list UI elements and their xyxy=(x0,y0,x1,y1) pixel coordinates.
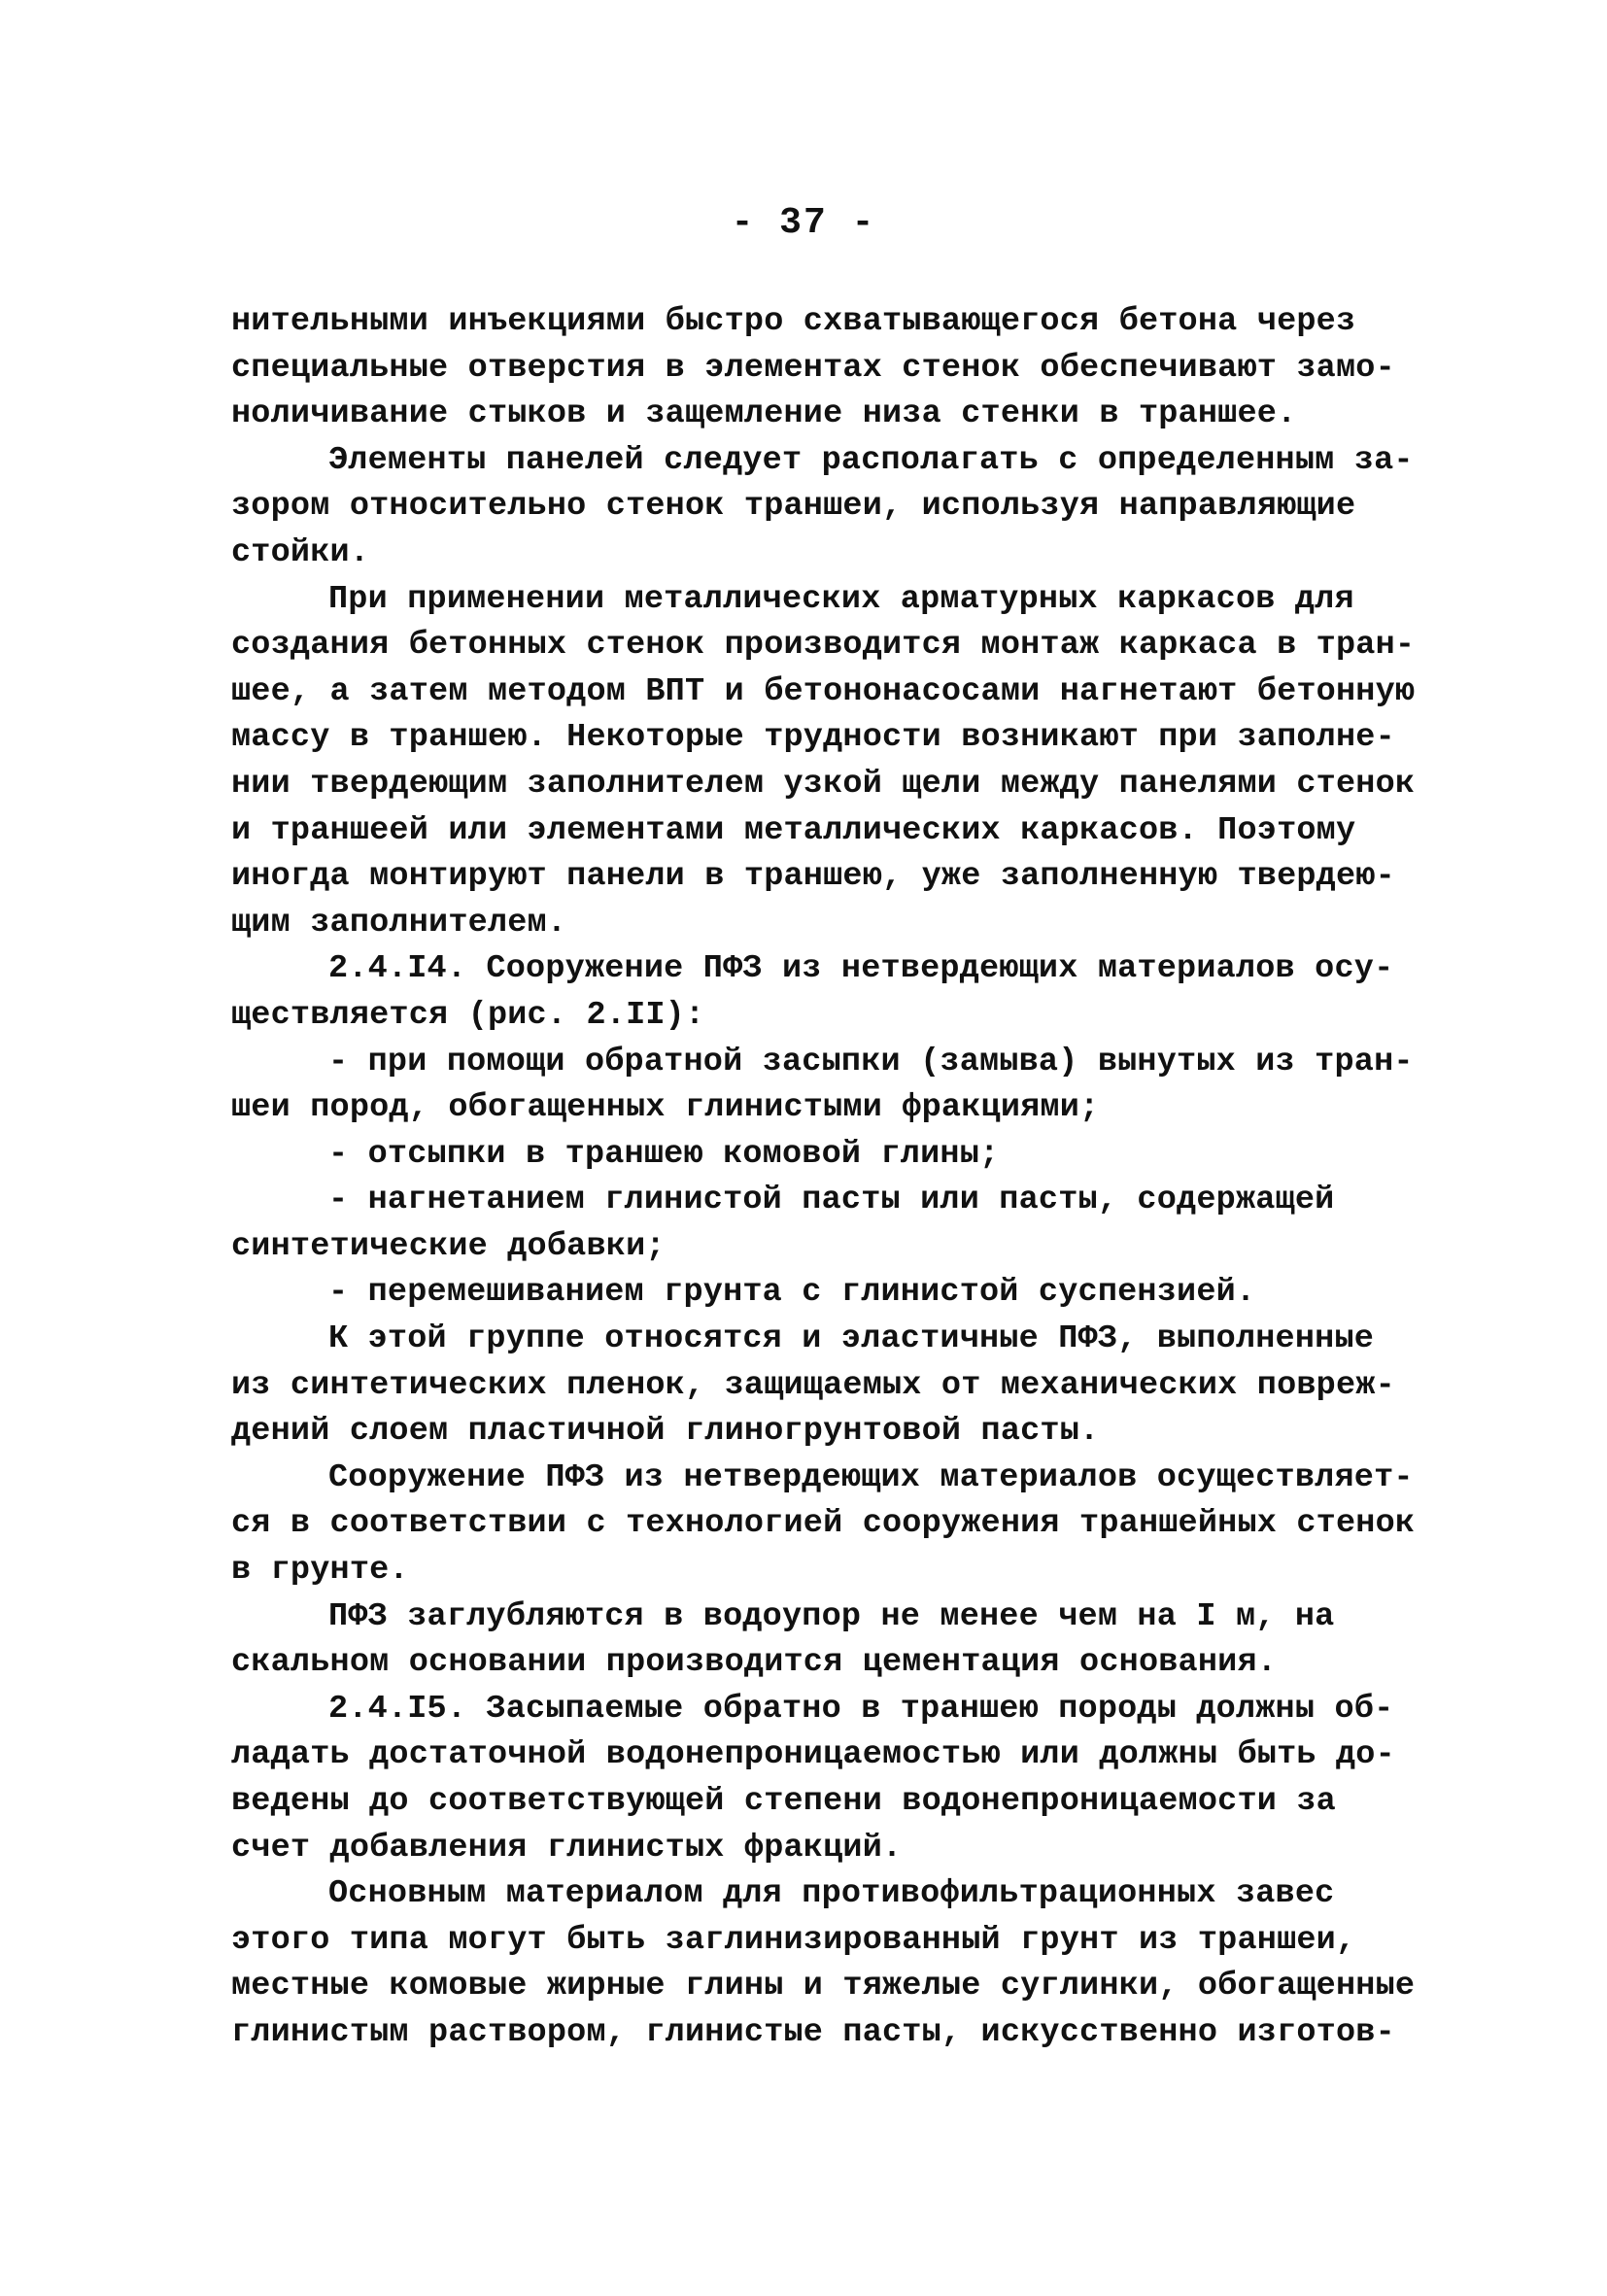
text-line: нии твердеющим заполнителем узкой щели между панелями стенок xyxy=(231,765,1416,803)
text-line: зором относительно стенок траншеи, используя направляющие xyxy=(231,488,1356,526)
text-line: местные комовые жирные глины и тяжелые суглинки, обогащенные xyxy=(231,1968,1416,2005)
text-line: иногда монтируют панели в траншею, уже заполненную твердею- xyxy=(231,858,1395,896)
list-item-line: - нагнетанием глинистой пасты или пасты, содержащей xyxy=(328,1182,1335,1219)
text-line: нительными инъекциями быстро схватывающегося бетона через xyxy=(231,303,1356,340)
text-line: Элементы панелей следует располагать с определенным за- xyxy=(328,441,1414,479)
text-line: Основным материалом для противофильтрационных завес xyxy=(328,1875,1335,1913)
text-line: из синтетических пленок, защищаемых от механических повреж- xyxy=(231,1366,1395,1404)
text-line: создания бетонных стенок производится монтаж каркаса в тран- xyxy=(231,627,1416,665)
body-text xyxy=(231,299,1416,2057)
text-line: этого типа могут быть заглинизированный грунт из траншеи, xyxy=(231,1921,1356,1959)
text-line: шее, а затем методом ВПТ и бетононасосами нагнетают бетонную xyxy=(231,672,1416,710)
text-line: При применении металлических арматурных каркасов для xyxy=(328,580,1354,618)
text-line: и траншеей или элементами металлических каркасов. Поэтому xyxy=(231,811,1356,849)
text-line: К этой группе относятся и эластичные ПФЗ, выполненные xyxy=(328,1320,1375,1358)
text-line: специальные отверстия в элементах стенок обеспечивают замо- xyxy=(231,349,1395,387)
text-line: синтетические добавки; xyxy=(231,1227,666,1265)
text-line: ладать достаточной водонепроницаемостью или должны быть до- xyxy=(231,1736,1395,1774)
text-line: дений слоем пластичной глиногрунтовой пасты. xyxy=(231,1413,1100,1451)
page-number: - 37 - xyxy=(731,202,876,244)
list-item-line: - при помощи обратной засыпки (замыва) вынутых из тран- xyxy=(328,1043,1414,1080)
text-line: Сооружение ПФЗ из нетвердеющих материалов осуществляет- xyxy=(328,1458,1414,1496)
text-line: щим заполнителем. xyxy=(231,904,567,942)
text-line: стойки. xyxy=(231,533,370,571)
list-item-line: - перемешиванием грунта с глинистой суспензией. xyxy=(328,1274,1256,1312)
text-line: в грунте. xyxy=(231,1552,409,1590)
text-line: счет добавления глинистых фракций. xyxy=(231,1829,903,1867)
text-line: ПФЗ заглубляются в водоупор не менее чем на I м, на xyxy=(328,1597,1335,1635)
section-heading-line: 2.4.I4. Сооружение ПФЗ из нетвердеющих материалов осу- xyxy=(328,950,1394,988)
list-item-line: - отсыпки в траншею комовой глины; xyxy=(328,1135,1000,1173)
text-line: ноличивание стыков и защемление низа стенки в траншее. xyxy=(231,395,1297,433)
text-line: ся в соответствии с технологией сооружения траншейных стенок xyxy=(231,1505,1416,1543)
section-heading-line: 2.4.I5. Засыпаемые обратно в траншею породы должны об- xyxy=(328,1690,1394,1728)
text-line: ведены до соответствующей степени водонепроницаемости за xyxy=(231,1783,1336,1820)
text-line: массу в траншею. Некоторые трудности возникают при заполне- xyxy=(231,719,1395,757)
text-line: глинистым раствором, глинистые пасты, искусственно изготов- xyxy=(231,2013,1395,2051)
text-line: скальном основании производится цементация основания. xyxy=(231,1644,1278,1682)
text-line: ществляется (рис. 2.II): xyxy=(231,996,705,1034)
text-line: шеи пород, обогащенных глинистыми фракциями; xyxy=(231,1089,1100,1127)
